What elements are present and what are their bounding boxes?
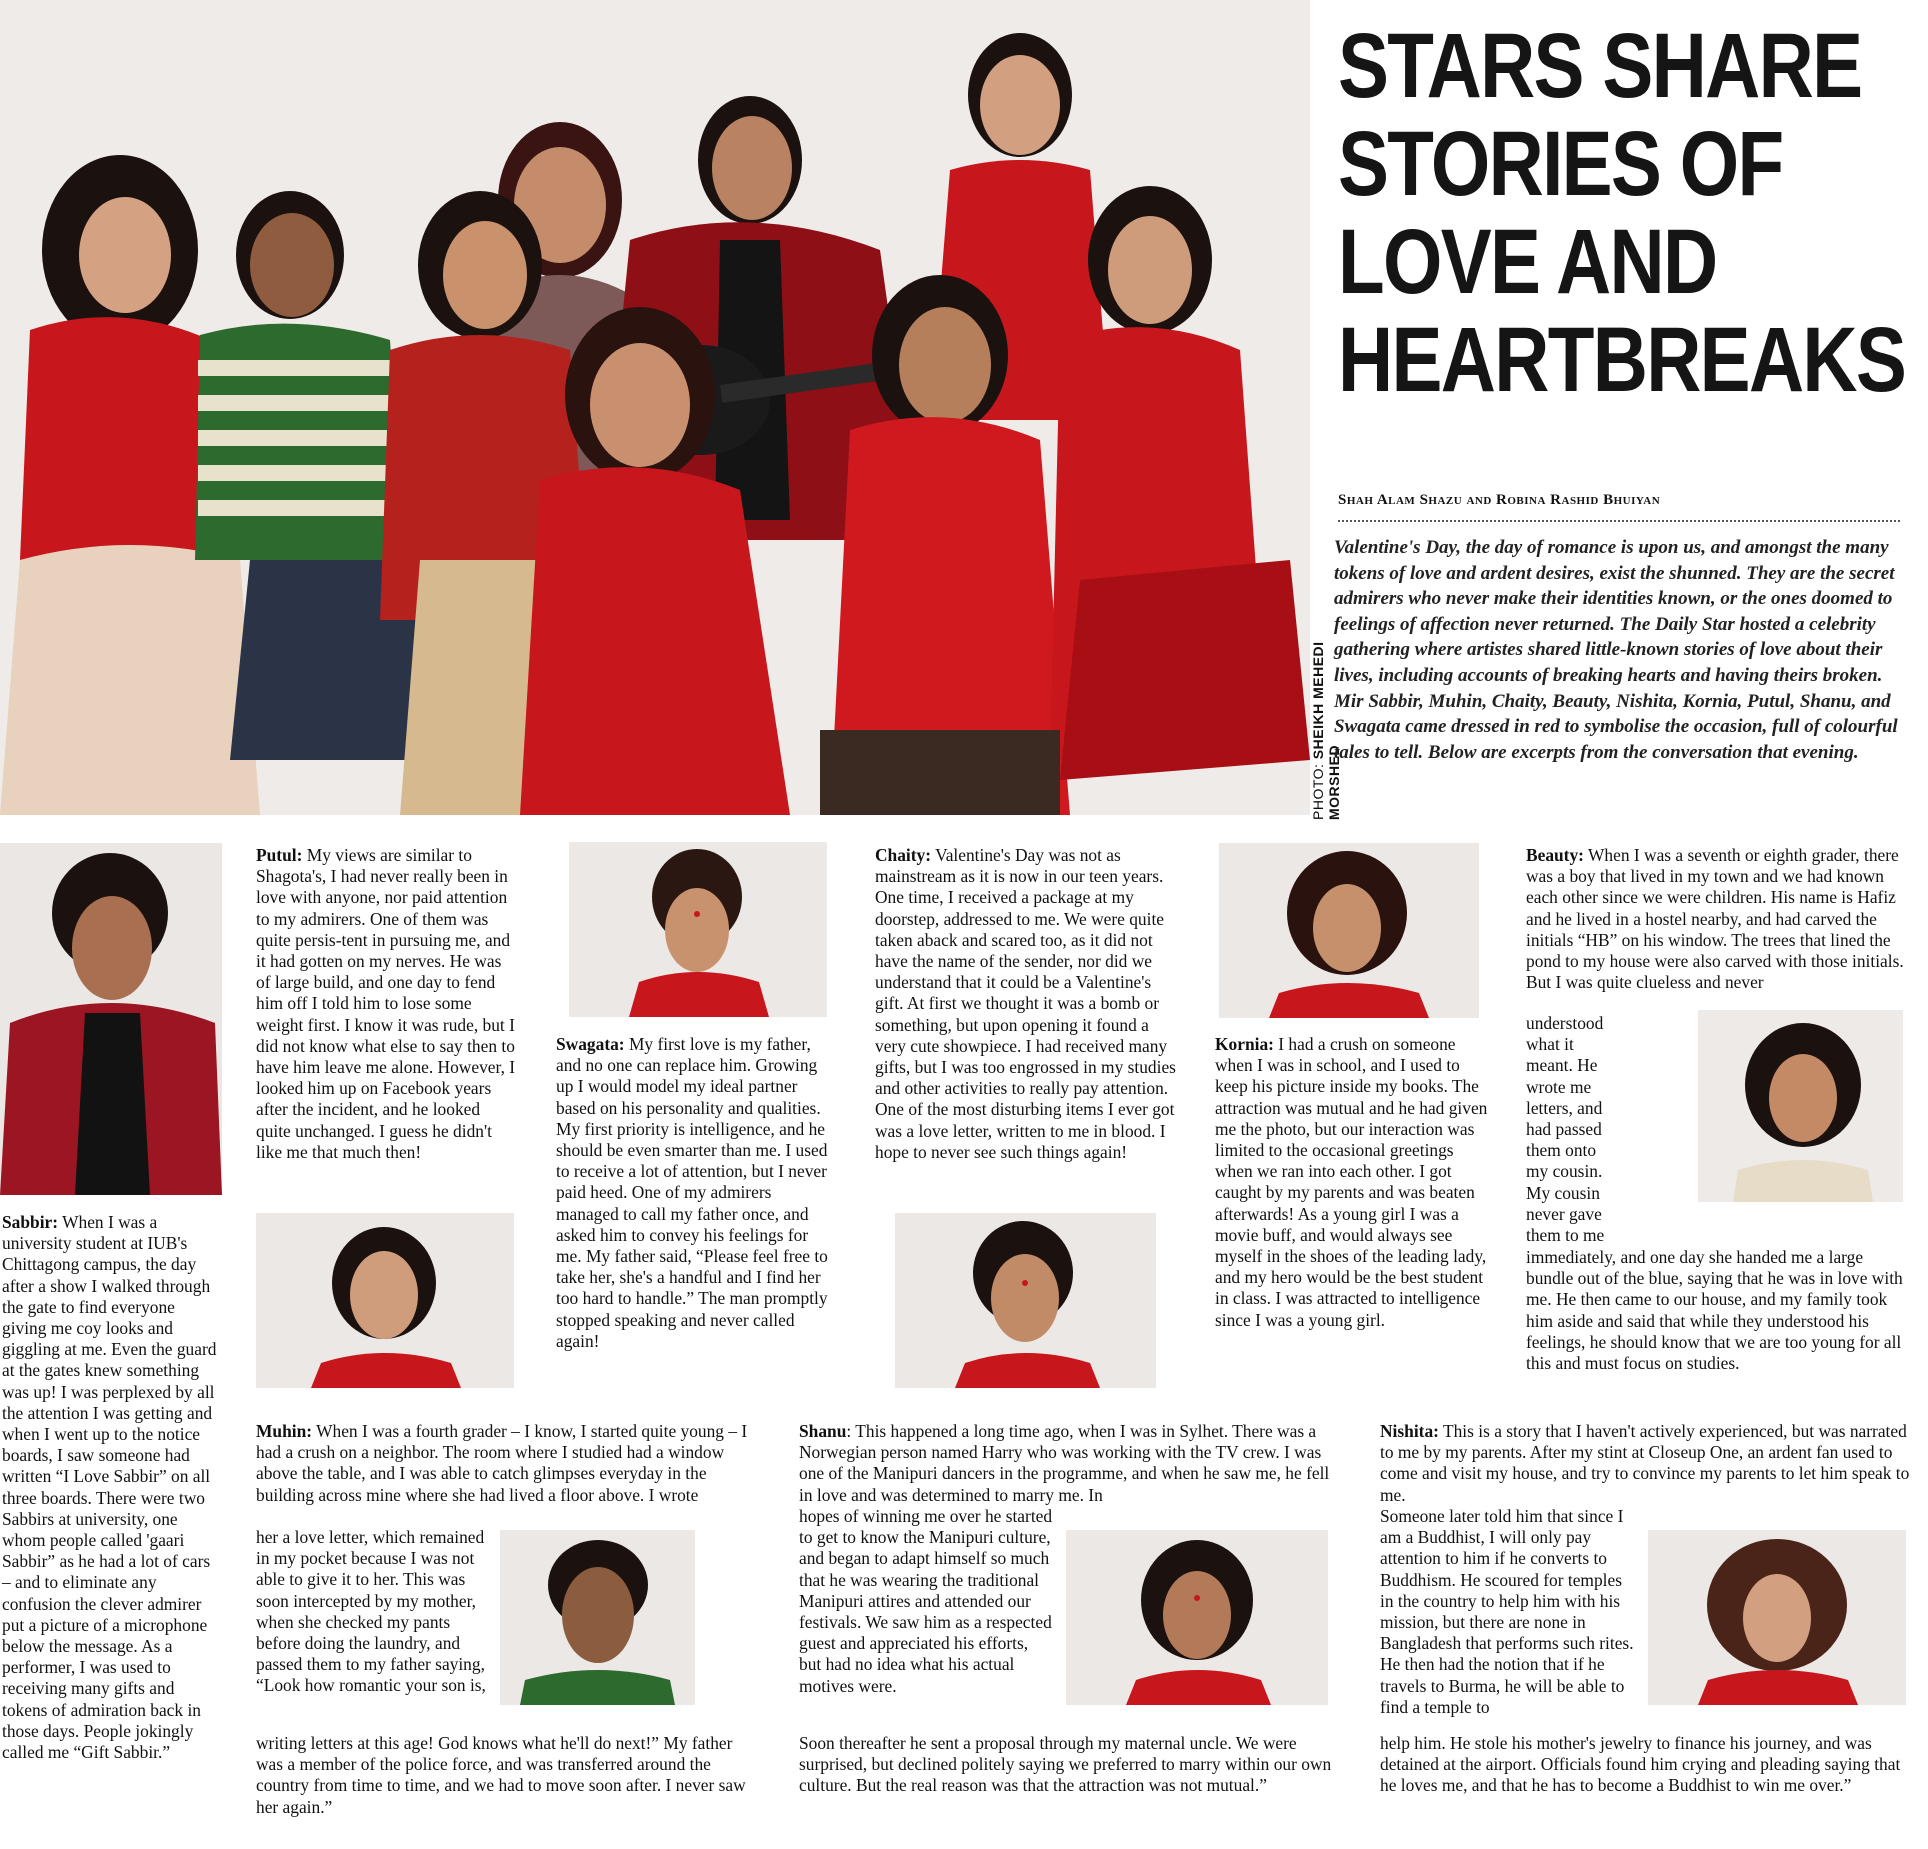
photo-credit [1310,580,1342,820]
story-line: meant. He [1526,1055,1598,1076]
portrait-kornia [1219,843,1479,1018]
story-beauty [1526,845,1910,993]
headline-line: LOVE AND [1338,211,1717,313]
story-text: Valentine's Day was not as mainstream as it is now in our teen years. One time, I received a package at my doorstep, addressed to me. We were quite taken aback and scared too, as it did not have the name of the sender, nor did we understand that it could be a Valentine's gift. At first we thought it was a bomb or something, but upon opening it found a very cute showpiece. I had received many gifts, but I was too engrossed in my studies and other activities to really pay attention. One of the most disturbing items I ever got was a love letter, written to me in blood. I hope to never see such things again! [875,845,1176,1162]
story-text: Someone later told him that since I am a Buddhist, I will only pay attention to him if he converts to Buddhism. He scoured for temples in the country to help him with his mission, but there are none in Bangladesh that performs such rites. He then had the notion that if he travels to Burma, he will be able to find a temple to [1380,1506,1634,1717]
story-text: : This happened a long time ago, when I was in Sylhet. There was a Norwegian person named Harry who was working with the TV crew. I was one of the Manipuri dancers in the programme, and when he saw me, he fell in love and was determined to marry me. In [799,1421,1330,1505]
story-line: wrote me [1526,1076,1592,1097]
photo-credit-name: SHEIKH MEHEDI MORSHED [1310,641,1342,820]
speaker-name: Nishita: [1380,1421,1439,1441]
story-text: When I was a seventh or eighth grader, there was a boy that lived in my town and we had known each other since we were children. His name is Hafiz and he lived in a hostel nearby, and had carved the initials “HB” on his window. The trees that lined the pond to my house were also carved with those initials. But I was quite clueless and never [1526,845,1904,993]
story-nishita-narrow [1380,1506,1635,1718]
story-line: my cousin. [1526,1161,1603,1182]
story-line: understood [1526,1013,1604,1033]
story-line: them to me [1526,1225,1605,1246]
story-beauty-bottom [1526,1247,1910,1374]
headline-line: STARS SHARE [1338,15,1862,117]
story-muhin-narrow [256,1527,492,1697]
story-line: them onto [1526,1140,1597,1161]
byline: Shah Alam Shazu and Robina Rashid Bhuiyan [1338,492,1661,508]
speaker-name: Swagata: [556,1034,625,1054]
story-text: her a love letter, which remained in my pocket because I was not able to give it to her. This was soon intercepted by my mother, when she checked my pants before doing the laundry, and passed them to my father saying, “Look how romantic your son is, [256,1527,486,1696]
story-line: what it [1526,1034,1574,1055]
group-photo [0,0,1310,815]
divider [1338,520,1900,522]
story-nishita-top [1380,1421,1910,1506]
speaker-name: Kornia: [1215,1034,1274,1054]
speaker-name: Muhin: [256,1421,313,1441]
speaker-name: Beauty: [1526,845,1584,865]
headline-line: STORIES OF [1338,113,1783,215]
story-text: When I was a university student at IUB's Chittagong campus, the day after a show I walked through the gate to find everyone giving me coy looks and giggling at me. Even the guard at the gates knew something was up! I was perplexed by all the attention I was getting and when I went up to the notice boards, I saw someone had written “I Love Sabbir” on all three boards. There were two Sabbirs at university, one whom people called 'gaari Sabbir” as he had a lot of cars – and to eliminate any confusion the clever admirer put a picture of a microphone below the message. As a performer, I was used to receiving many gifts and tokens of admiration back in those days. People jokingly called me “Gift Sabbir.” [2,1212,217,1763]
story-sabbir [2,1212,220,1763]
portrait-swagata [569,842,827,1017]
story-shanu-narrow [799,1506,1054,1697]
story-muhin-top [256,1421,756,1506]
portrait-muhin [500,1530,695,1705]
story-text: When I was a fourth grader – I know, I started quite young – I had a crush on a neighbor. The room where I studied had a window above the table, and I was able to catch glimpses everyday in the building across mine where she had lived a floor above. I wrote [256,1421,748,1505]
story-text: My views are similar to Shagota's, I had never really been in love with anyone, nor paid attention to my admirers. One of them was quite persis-tent in pursuing me, and it had gotten on my nerves. He was of large build, and one day to fend him off I told him to lose some weight first. I know it was rude, but I did not know what else to say then to have him leave me alone. However, I looked him up on Facebook years after the incident, and he looked quite unchanged. I guess he didn't like me that much then! [256,845,516,1162]
story-muhin-bottom [256,1733,756,1818]
story-text: Soon thereafter he sent a proposal through my maternal uncle. We were surprised, but declined politely saying we preferred to marry within our own culture. But the real reason was that the attraction was not mutual.” [799,1733,1332,1796]
story-swagata [556,1034,834,1352]
story-shanu-top [799,1421,1334,1506]
portrait-beauty [1698,1010,1903,1202]
portrait-shanu [1066,1530,1328,1705]
speaker-name: Putul: [256,845,303,865]
story-text: This is a story that I haven't actively experienced, but was narrated to me by my parents. After my stint at Closeup One, an ardent fan used to come and visit my house, and try to convince my parents to let him speak to me. [1380,1421,1910,1505]
story-line: had passed [1526,1119,1602,1140]
story-line: never gave [1526,1203,1602,1224]
photo-credit-label: PHOTO: [1310,763,1326,820]
story-kornia [1215,1034,1495,1331]
headline-line: HEARTBREAKS [1338,309,1906,411]
speaker-name: Sabbir: [2,1212,59,1232]
story-text: hopes of winning me over he started to get to know the Manipuri culture, and began to adapt himself so much that he was wearing the traditional Manipuri attires and attended our festivals. We saw him as a respected guest and appreciated his efforts, but had no idea what his actual motives were. [799,1506,1053,1696]
story-text: immediately, and one day she handed me a large bundle out of the blue, saying that he was in love with me. He then came to our house, and my family took him aside and said that while they understood his feelings, he should know that we are too young for all this and must focus on studies. [1526,1247,1903,1374]
story-line: My cousin [1526,1182,1600,1203]
story-shanu-bottom [799,1733,1334,1797]
headline [1338,15,1906,412]
story-putul [256,845,516,1163]
portrait-nishita [1648,1530,1906,1705]
story-chaity [875,845,1180,1163]
portrait-putul [256,1213,514,1388]
story-nishita-bottom [1380,1733,1910,1797]
story-text: help him. He stole his mother's jewelry to finance his journey, and was detained at the airport. Officials found him crying and pleading saying that he loves me, and that he has to become a Buddhist to win me over.” [1380,1733,1901,1796]
portrait-chaity [895,1213,1156,1388]
story-text: I had a crush on someone when I was in school, and I used to keep his picture inside my books. The attraction was mutual and he had given me the photo, but our interaction was limited to the occasional greetings when we ran into each other. I got caught by my parents and was beaten afterwards! As a young girl I was a movie buff, and would always see myself in the shoes of the leading lady, and my hero would be the best student in class. I was attracted to intelligence since I was a young girl. [1215,1034,1488,1330]
story-line: letters, and [1526,1097,1603,1118]
speaker-name: Shanu [799,1421,847,1441]
intro-paragraph: Valentine's Day, the day of romance is upon us, and amongst the many tokens of love and ardent desires, exist the shunned. They are the secret admirers who never make their identities known, or the ones doomed to feelings of affection never returned. The Daily Star hosted a celebrity gathering where artistes shared little-known stories of love about their lives, including accounts of breaking hearts and having theirs broken. Mir Sabbir, Muhin, Chaity, Beauty, Nishita, Kornia, Putul, Shanu, and Swagata came dressed in red to symbolise the occasion, full of colourful tales to tell. Below are excerpts from the conversation that evening. [1334,537,1898,763]
story-text: writing letters at this age! God knows what he'll do next!” My father was a member of the police force, and was transferred around the country from time to time, and we had to move soon after. I never saw her again.” [256,1733,746,1817]
story-beauty-narrow [1526,1013,1686,1246]
story-text: My first love is my father, and no one can replace him. Growing up I would model my ideal partner based on his personality and qualities. My first priority is intelligence, and he should be even smarter than me. I used to receive a lot of attention, but I never paid heed. One of my admirers managed to call my father once, and asked him to convey his feelings for me. My father said, “Please feel free to take her, she's a handful and I find her too hard to handle.” The man promptly stopped speaking and never called again! [556,1034,828,1351]
portrait-sabbir [0,843,222,1195]
speaker-name: Chaity: [875,845,932,865]
